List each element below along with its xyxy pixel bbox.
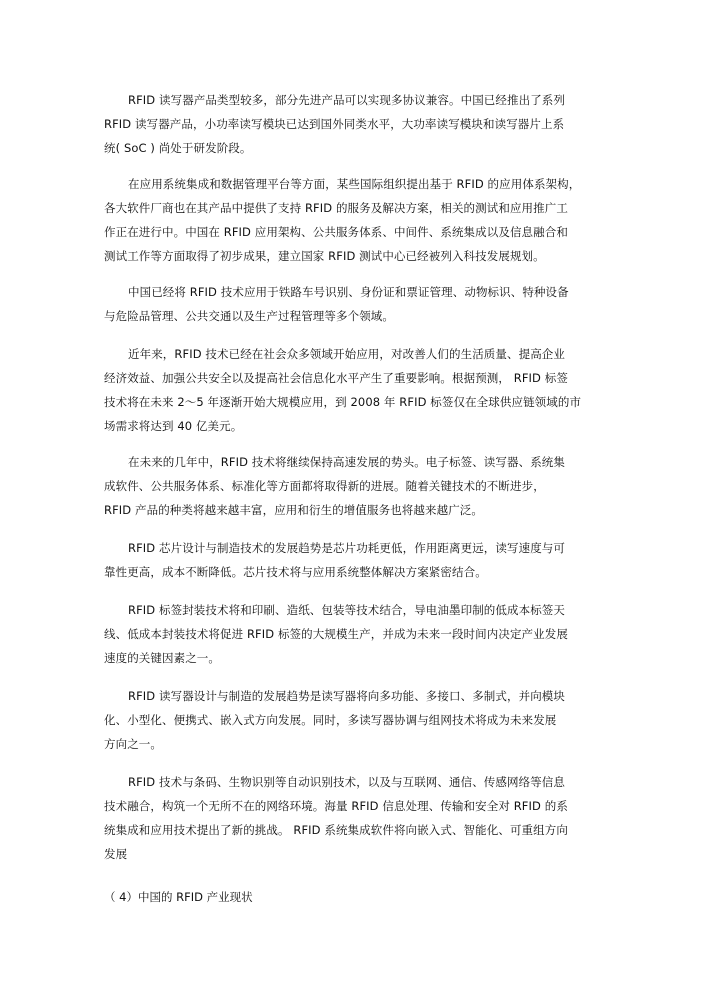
paragraph-system-integration	[104, 172, 624, 268]
text-line: 场需求将达到 40 亿美元。	[104, 419, 243, 433]
text-line: RFID 读写器产品，小功率读写模块已达到国外同类水平，大功率读写模块和读写器片上系	[104, 117, 565, 131]
paragraph-tag-packaging	[104, 598, 624, 670]
text-line: 技术将在未来 2～5 年逐渐开始大规模应用，到 2008 年 RFID 标签仅在全球供应链领域的市	[104, 395, 582, 409]
text-line: RFID 读写器设计与制造的发展趋势是读写器将向多功能、多接口、多制式，并向模块	[128, 689, 566, 703]
text-line: 与危险品管理、公共交通以及生产过程管理等多个领域。	[104, 309, 394, 323]
paragraph-technology-fusion	[104, 770, 624, 866]
text-line: 在应用系统集成和数据管理平台等方面，某些国际组织提出基于 RFID 的应用体系架构，	[128, 177, 581, 191]
text-line: 速度的关键因素之一。	[104, 651, 220, 665]
section-heading: （ 4）中国的 RFID 产业现状	[104, 890, 253, 904]
text-line: RFID 技术与条码、生物识别等自动识别技术，以及与互联网、通信、传感网络等信息	[128, 775, 566, 789]
text-line: 方向之一。	[104, 737, 162, 751]
text-line: RFID 产品的种类将越来越丰富，应用和衍生的增值服务也将越来越广泛。	[104, 503, 484, 517]
text-line: 各大软件厂商也在其产品中提供了支持 RFID 的服务及解决方案，相关的测试和应用推广工	[104, 201, 568, 215]
text-line: 成软件、公共服务体系、标准化等方面都将取得新的进展。随着关键技术的不断进步，	[104, 479, 545, 493]
text-line: 线、低成本封装技术将促进 RFID 标签的大规模生产，并成为未来一段时间内决定产业发展	[104, 627, 568, 641]
text-line: RFID 标签封装技术将和印刷、造纸、包装等技术结合，导电油墨印制的低成本标签天	[128, 603, 566, 617]
text-line: 作正在进行中。中国在 RFID 应用架构、公共服务体系、中间件、系统集成以及信息融合和	[104, 225, 568, 239]
text-line: 统( SoC ) 尚处于研发阶段。	[104, 141, 252, 155]
text-line: 统集成和应用技术提出了新的挑战。 RFID 系统集成软件将向嵌入式、智能化、可重组方向	[104, 823, 568, 837]
text-line: 测试工作等方面取得了初步成果，建立国家 RFID 测试中心已经被列入科技发展规划。	[104, 249, 545, 263]
paragraph-reader-design	[104, 684, 624, 756]
text-line: 技术融合，构筑一个无所不在的网络环境。海量 RFID 信息处理、传输和安全对 RFID 的系	[104, 799, 568, 813]
paragraph-recent-years	[104, 342, 624, 438]
text-line: RFID 读写器产品类型较多，部分先进产品可以实现多协议兼容。中国已经推出了系列	[128, 93, 566, 107]
text-line: RFID 芯片设计与制造技术的发展趋势是芯片功耗更低，作用距离更远，读写速度与可	[128, 541, 566, 555]
paragraph-applications-china	[104, 280, 624, 328]
text-line: 近年来，RFID 技术已经在社会众多领域开始应用，对改善人们的生活质量、提高企业	[128, 347, 566, 361]
paragraph-future-years	[104, 450, 624, 522]
paragraph-reader-products	[104, 88, 624, 160]
text-line: 经济效益、加强公共安全以及提高社会信息化水平产生了重要影响。根据预测， RFID 标签	[104, 371, 568, 385]
text-line: 中国已经将 RFID 技术应用于铁路车号识别、身份证和票证管理、动物标识、特种设备	[128, 285, 569, 299]
text-line: 在未来的几年中，RFID 技术将继续保持高速发展的势头。电子标签、读写器、系统集	[128, 455, 566, 469]
text-line: 靠性更高，成本不断降低。芯片技术将与应用系统整体解决方案紧密结合。	[104, 565, 487, 579]
text-line: 化、小型化、便携式、嵌入式方向发展。同时，多读写器协调与组网技术将成为未来发展	[104, 713, 557, 727]
text-line: 发展	[104, 847, 128, 861]
paragraph-chip-design	[104, 536, 624, 584]
